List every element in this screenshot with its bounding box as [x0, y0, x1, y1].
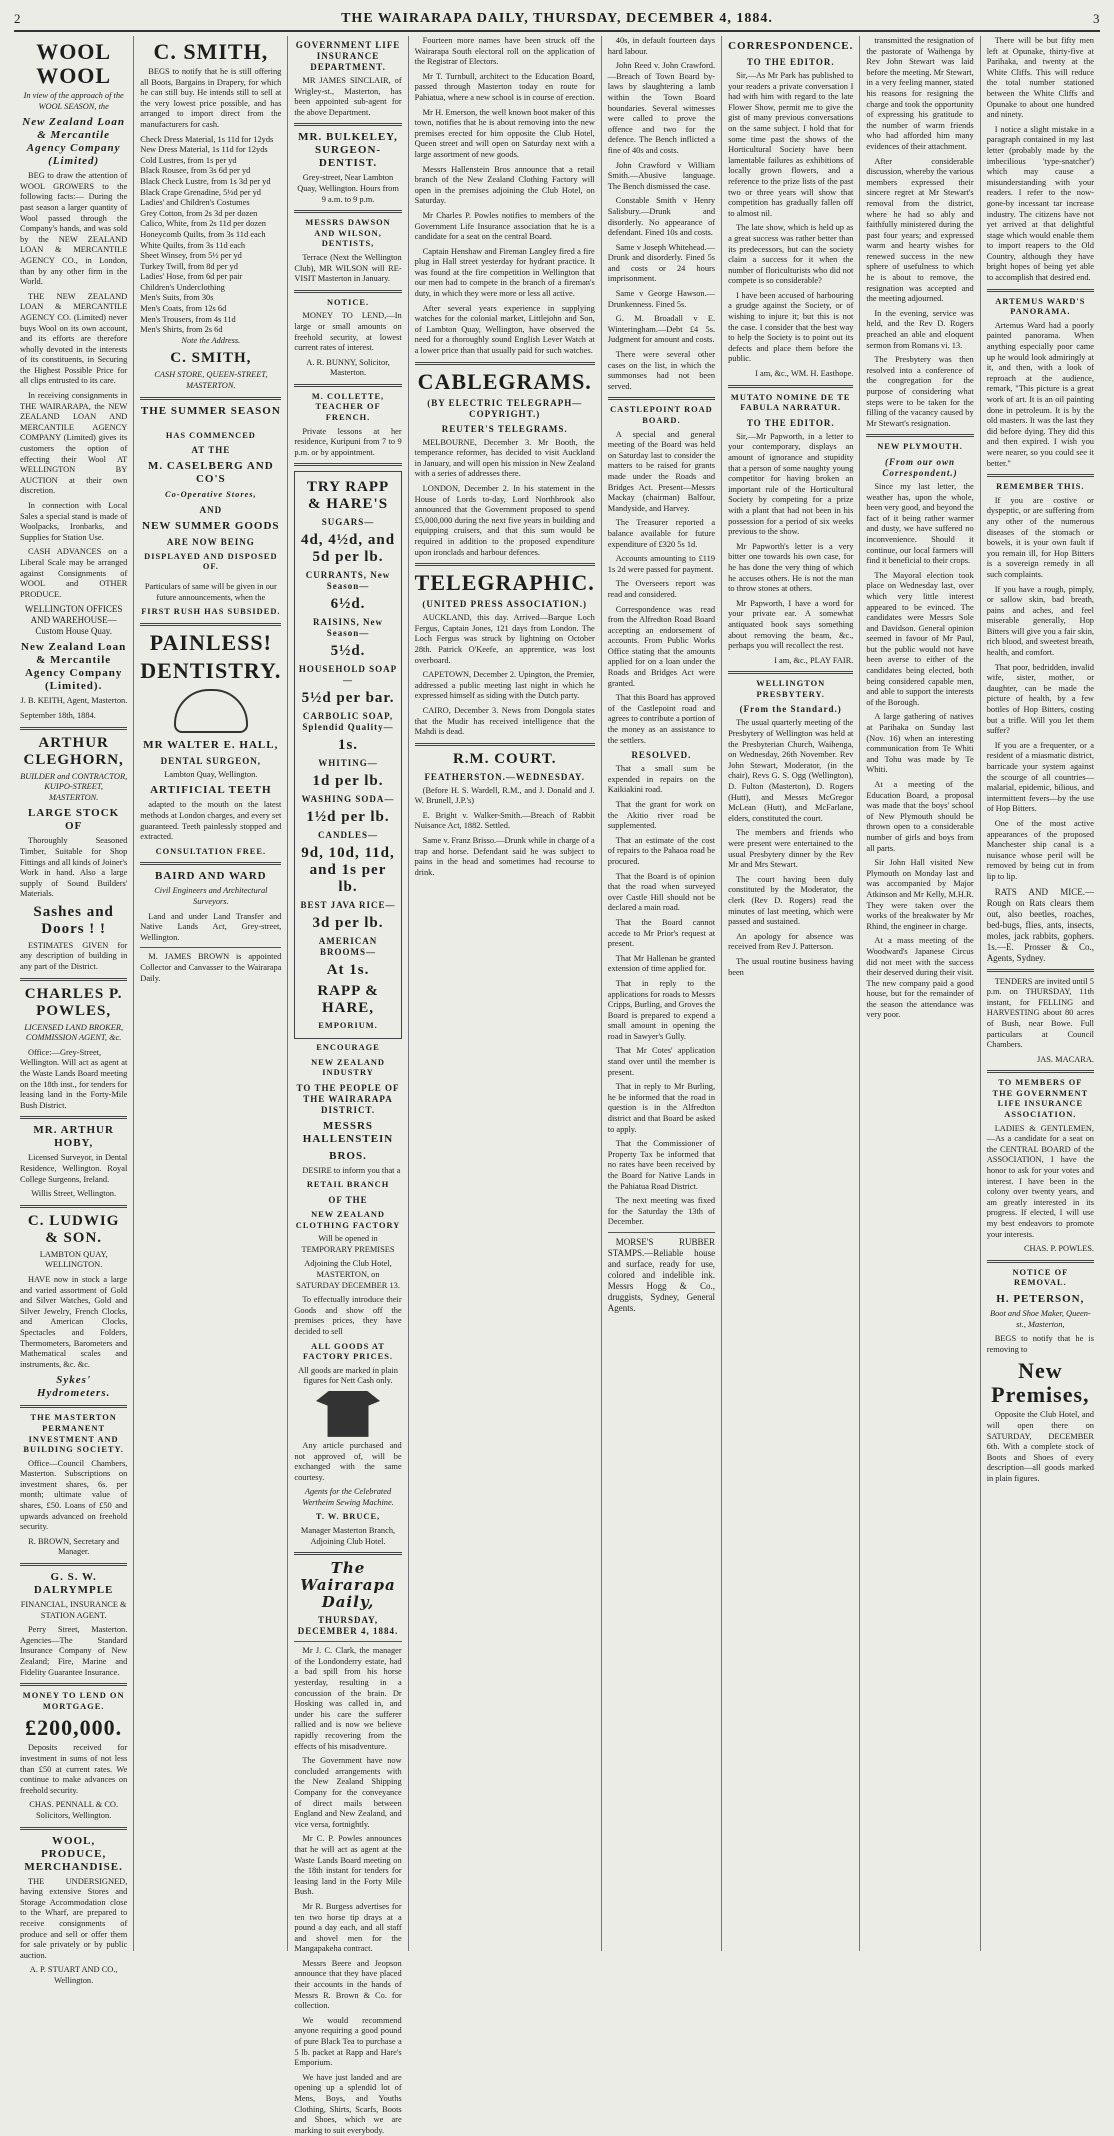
telegraphic-paragraph: CAPETOWN, December 2. Upington, the Premier, addressed a public meeting last night in which he expressed himself as siding with the Dutch party.: [414, 670, 595, 701]
price-item: [140, 230, 281, 241]
peterson-sub: Boot and Shoe Maker, Queen-st., Masterton,: [989, 1308, 1091, 1329]
rats-ad: RATS AND MICE.—Rough on Rats clears them out, also beetles, roaches, bed-bugs, flies, ants, insects, moles, jack rabbits, gophers. 1s.—E. Prosser & Co., Agents, Sydney.: [986, 886, 1094, 963]
teeth-title: ARTIFICIAL TEETH: [150, 784, 272, 797]
presbytery-paragraph: transmitted the resignation of the pastorate of Waihenga by Rev John Stewart was laid before the meeting. Mr Stewart, in a very feeling manner, stated his reasons for resigning the charge and took the opportunity of expressing his gratitude to the number of warm friends who had afforded him many evidences of their attachment.: [866, 36, 974, 151]
price-item: [140, 272, 281, 283]
baird-sub: Civil Engineers and Architectural Surveyors.: [154, 886, 268, 906]
np-paragraph: At a mass meeting of the Woodward's Japanese Circus did not meet with the success their deserved during their visit. The new company paid a good house, but for the remainder of the season the attendance was very poor.: [866, 936, 974, 1020]
resolution: That in reply to Mr Burling, he be informed that the road in question is in the Alfredton district and that Board be asked to apply.: [607, 1082, 716, 1134]
court-paragraph: 40s, in default fourteen days hard labour.: [607, 36, 716, 56]
rapp-hare-ad: [294, 471, 401, 1039]
price-item-label: Calico, White, from 2s 11d per dozen: [140, 219, 266, 229]
court-paragraph: There were several other cases on the list, in which the summonses had not been served.: [607, 350, 716, 391]
column-4: [409, 36, 602, 1951]
hallenstein: MESSRS HALLENSTEIN: [302, 1119, 394, 1145]
castlepoint-paragraph: That this Board has approved of the Castlepoint road and agrees to contribute a portion of the money as an assistance to the settlers.: [607, 693, 716, 745]
of-the: OF THE: [328, 1195, 368, 1205]
price-item-label: Black Check Lustre, from 1s 3d per yd: [140, 176, 271, 186]
price-item: [140, 304, 281, 315]
produce-paragraph: THE UNDERSIGNED, having extensive Stores and Storage Accommodation close to the Wharf, are prepared to receive consignments of produce and sell or offer them for sale privately or by public auction.: [20, 1876, 128, 1960]
price-item-label: Men's Trousers, from 4s 11d: [140, 314, 236, 324]
baird-paragraph: Land and under Land Transfer and Native Lands Act, Grey-street, Wellington.: [140, 911, 282, 942]
powles-paragraph: Office:—Grey-Street, Wellington. Will act as agent at the Waste Lands Board meeting on the 18th inst., for tenders for leasing land in the Forty-Mile Bush District.: [20, 1047, 128, 1110]
caselberg-title: M. CASELBERG AND CO'S: [147, 460, 274, 486]
item-price: At 1s.: [326, 962, 370, 979]
telegraphic-sub: (UNITED PRESS ASSOCIATION.): [422, 599, 588, 610]
rm-paragraph: (Before H. S. Wardell, R.M., and J. Donald and J. W. Brunell, J.P.'s): [414, 785, 595, 806]
stamps-ad: MORSE'S RUBBER STAMPS.—Reliable house and surface, ready for use, colored and indelible ink. Messrs Hogg & Co., druggists, Sydney, General Agents.: [607, 1236, 716, 1313]
price-list: [140, 135, 281, 336]
company-name: New Zealand Loan & Mercantile Agency Company (Limited): [22, 116, 126, 168]
dawson-paragraph: Terrace (Next the Wellington Club), MR WILSON will RE-VISIT Masterton in January.: [294, 252, 402, 284]
price-item: [140, 198, 281, 209]
new-goods: NEW SUMMER GOODS: [142, 519, 280, 532]
gli-paragraph: MR JAMES SINCLAIR, of Wrigley-st., Masterton, has been appointed sub-agent for the above Department.: [294, 76, 402, 117]
cable-paragraph: LONDON, December 2. In his statement in the House of Lords to-day, Lord Northbrook also announced that the Government proposed to spend £5,000,000 during the next five years in building and equipping cruisers, and that this sum would be required in addition to the proposed expenditure upon ironclads and harbour defences.: [414, 484, 595, 557]
price-item-label: Check Dress Material, 1s 11d for 12yds: [140, 134, 274, 144]
price-item-label: Men's Shirts, from 2s 6d: [140, 325, 223, 335]
column-6: [722, 36, 860, 1951]
castlepoint-paragraph: Accounts amounting to £119 1s 2d were passed for payment.: [607, 554, 716, 574]
members-title: TO MEMBERS OF THE GOVERNMENT LIFE INSURANCE ASSOCIATION.: [992, 1078, 1089, 1120]
consultation: CONSULTATION FREE.: [155, 846, 267, 856]
price-item-label: Grey Cotton, from 2s 3d per dozen: [140, 208, 258, 218]
presbytery-paragraph: After considerable discussion, whereby the various members expressed their sincere regret at Mr Stewart's removal from the district, where he had so ably and faithfully ministered during the past four years; and expressed warm and hearty wishes for renewed success in the new sphere of usefulness to which he is about to remove, the resignation was accepted and the meeting adjourned.: [866, 156, 974, 304]
item-label: WHITING—: [318, 758, 378, 769]
telegraphic-paragraph: CAIRO, December 3. News from Dongola states that the Mudir has received intelligence that the Mahdi is dead.: [414, 705, 595, 737]
particulars: Particulars of same will be given in our future announcements, when the: [144, 582, 277, 602]
telegraphic-title: TELEGRAPHIC.: [414, 570, 595, 596]
wool-paragraph: In receiving consignments in THE WAIRARAPA, the NEW ZEALAND LOAN AND MERCANTILE AGENCY COMPANY (Limited) gives its customers the option of effecting their Wool AT WELLINGTON BY AUCTION at their own discretion.: [20, 391, 128, 496]
hoby-address: Willis Street, Wellington.: [31, 1189, 117, 1199]
resolution: That a small sum be expended in repairs on the Kaikiakini road.: [607, 764, 716, 795]
desire: DESIRE to inform you that a: [302, 1165, 401, 1175]
mutato-title: MUTATO NOMINE DE TE FABULA NARRATUR.: [730, 392, 851, 413]
money-title: MONEY TO LEND ON MORTGAGE.: [22, 1691, 125, 1711]
page-number-left: 2: [14, 11, 21, 26]
wool-intro: In view of the approach of the WOOL SEASON, the: [23, 91, 124, 111]
page-number-right: 3: [1092, 11, 1100, 26]
resolution: That an estimate of the cost of repairs to the Pahaoa road be procured.: [607, 835, 716, 866]
tooth-icon: [174, 689, 248, 733]
price-item-label: Men's Suits, from 30s: [140, 293, 214, 303]
collette-title: M. COLLETTE, TEACHER OF FRENCH.: [311, 391, 385, 423]
lead-paragraph: We have just landed and are opening up a splendid lot of Mens, Boys, and Youths Clothing, Shirts, Scarfs, Boots and Shoes, which we are marking to suit everybody.: [294, 2072, 402, 2135]
np-paragraph: At a meeting of the Education Board, a proposal was made that the boys' school of New Plymouth should be thrown open to a considerable number of girls and boys from all parts.: [866, 780, 974, 853]
hall-sub: DENTAL SURGEON,: [160, 755, 262, 766]
price-item: [140, 315, 281, 326]
cable-paragraph: MELBOURNE, December 3. Mr Booth, the temperance reformer, has decided to visit Auckland in January, and will open his mission in New Zealand with a series of addresses there.: [414, 437, 595, 479]
wool-paragraph: In connection with Local Sales a special stand is made of Woolpacks, Ironbarks, and Supplies for Station Use.: [20, 501, 128, 542]
money-amount: £200,000.: [25, 1715, 123, 1741]
column-5: [602, 36, 722, 1951]
letter-paragraph: Mr Papworth's letter is a very bitter one towards his own case, for he has done the very thing of which he accuses others. He is not the man to throw stones at others.: [728, 541, 854, 594]
tender-paragraph: TENDERS are invited until 5 p.m. on THURSDAY, 11th instant, for FELLING and HARVESTING about 80 acres of Bush, near Bowe. Full particulars at Council Chambers.: [986, 976, 1094, 1050]
presbytery-paragraph: In the evening, service was held, and the Rev D. Rogers preached an able and eloquent sermon from Romans vi. 13.: [866, 308, 974, 350]
msociety-title: THE MASTERTON PERMANENT INVESTMENT AND BUILDING SOCIETY.: [23, 1413, 124, 1455]
letter-paragraph: The late show, which is held up as a great success was rather better than its predecessors, but can the society claim a success for it when the number of floriculturists who did not compete is so considerable?: [728, 223, 854, 286]
price-item: [140, 166, 281, 177]
wool-paragraph: THE NEW ZEALAND LOAN & MERCANTILE AGENCY CO. (Limited) never buys Wool on its own account, and its efforts are therefore wholly devoted in the interests of its constituents, in Securing the Highest Possible Price for all clips entrusted to its care.: [20, 291, 128, 386]
ludwig-title: C. LUDWIG & SON.: [27, 1212, 120, 1246]
lead-paragraph: Mr C. P. Powles announces that he will act as agent at the Waste Lands Board meeting on the 18th instant for tenders for leasing land in the Forty Mile Bush.: [294, 1834, 402, 1897]
price-item-label: Black Crape Grenadine, 5½d per yd: [140, 187, 261, 197]
remember-paragraph: That poor, bedridden, invalid wife, sister, mother, or daughter, can be made the picture of health, by a few bottles of Hop Bitters, costing but a trifle. Will you let them suffer?: [986, 662, 1094, 736]
news-paragraph: Messrs Hallenstein Bros announce that a retail branch of the New Zealand Clothing Factory will open in the premises adjoining the Club Hotel, on Saturday.: [414, 164, 595, 206]
season-title: THE SUMMER SEASON: [140, 404, 281, 417]
remember-paragraph: One of the most active appearances of the proposed Manchester ship canal is a nuisance whose peril will be removed by being cut in from lip to lip.: [986, 818, 1094, 881]
resolution: That the grant for work on the Akitio river road be supplemented.: [607, 800, 716, 831]
price-item-label: Sheet Winsey, from 5½ per yd: [140, 251, 242, 261]
money-paragraph: Deposits received for investment in sums of not less than £50 at current rates. We continue to make advances on freehold security.: [20, 1743, 128, 1795]
letter-paragraph: I have been accused of harbouring a grudge against the Society, or of wishing to injure it; but this is not the case. I consider that the best way to help the Society is to point out its defects and place them before the public.: [728, 290, 854, 364]
masthead: [14, 8, 1100, 32]
presbytery-paragraph: The Presbytery was then resolved into a conference of the congregation for the purpose of considering what steps were to be taken for the filling of the vacancy caused by Mr Stewart's resignation.: [866, 355, 974, 428]
artemus-title: ARTEMUS WARD'S PANORAMA.: [995, 296, 1086, 317]
lead-paragraph: Messrs Beere and Jeopson announce that they have placed their accounts in the hands of Messrs R. Brown & Co. for collection.: [294, 1958, 402, 2011]
bros: BROS.: [329, 1149, 367, 1162]
reuters: REUTER'S TELEGRAMS.: [441, 423, 568, 434]
agents: Agents for the Celebrated Wertheim Sewing Machine.: [302, 1487, 394, 1507]
now-being: ARE NOW BEING: [166, 536, 255, 547]
hall-address: Lambton Quay, Wellington.: [164, 769, 258, 779]
emporium: EMPORIUM.: [318, 1021, 378, 1031]
item-price: 5½d.: [330, 643, 366, 660]
premises-paragraph: Opposite the Club Hotel, and will open there on SATURDAY, DECEMBER 6th. With a complete stock of Boots and Shoes of every description—all goods marked in plain figures.: [986, 1410, 1094, 1483]
stock-paragraph: Thoroughly Seasoned Timber, Suitable for Shop Fittings and all kinds of Joiner's Work in hand. Also a large supply of Sound Builders' Materials.: [20, 836, 128, 899]
remember-paragraph: If you are a frequenter, or a resident of a miasmatic district, barricade your system against the scourge of all countries—malarial, epidemic, bilious, and intermittent fevers—by the use of Hop Bitters.: [986, 740, 1094, 814]
presbytery-paragraph: An apology for absence was received from Rev J. Patterson.: [728, 931, 854, 952]
presbytery-paragraph: The usual routine business having been: [728, 956, 854, 977]
powles-sub: LICENSED LAND BROKER, COMMISSION AGENT, &c.: [24, 1022, 124, 1043]
item-price: 3d per lb.: [312, 915, 384, 932]
presbytery-paragraph: The usual quarterly meeting of the Presbytery of Wellington was held at the Presbyterian Church, Waihenga, on Wednesday, 26th November. Rev John Stewart, Moderator, (in the chair), Revs G. S. Ogg (Wellington), D. Fulton (Masterton), D. Rogers (Hutt), and Messrs McGregor McLean (Hutt), and McFarlane, elders, constituted the court.: [728, 718, 854, 823]
industry: NEW ZEALAND INDUSTRY: [311, 1057, 385, 1078]
price-item: [140, 262, 281, 273]
letter-paragraph: Sir,—Mr Papworth, in a letter to your contemporary, displays an amount of ignorance and stupidity that a person of some naughty young competitor for having broken an important rule of the Horticultural Society by competing for a prize with a plant that had not been in his possession for a period of six weeks previous to the show.: [728, 431, 854, 537]
np-paragraph: I notice a slight mistake in a paragraph contained in my last letter (probably made by the imbecilious 'type-snatcher') which may cause a misunderstanding with your readers. I refer to the now-gone-by incessant tar increase industry. The citizens have not yet arrived at that delightful stage which would enable them to import reapers to the Old Country, although they have bright hopes of being yet able to accomplish that desired end.: [986, 124, 1094, 283]
sashes-title: Sashes and Doors ! !: [33, 903, 114, 937]
court-paragraph: John Reed v. John Crawford.—Breach of Town Board by-laws by slaughtering a lamb within the Town Board boundaries. Several witnesses were called to prove the offence and two for the defence. The Bench inflicted a fine of 40s and costs.: [607, 61, 716, 155]
premises-title: New Premises,: [991, 1358, 1090, 1408]
produce-signature: A. P. STUART AND CO., Wellington.: [29, 1965, 118, 1985]
castlepoint-paragraph: Correspondence was read from the Alfredton Road Board accepting an endorsement of accounts. From Public Works Office stating that the amounts applied for on a loan under the Roads and Bridges Act were granted.: [607, 604, 716, 688]
news-paragraph: Mr T. Turnbull, architect to the Education Board, passed through Masterton today en route for Pahiatua, where a new school is in course of erection.: [414, 71, 595, 102]
tender-signature: JAS. MACARA.: [1036, 1054, 1094, 1064]
columns: [14, 36, 1100, 2135]
item-price: 1s.: [337, 737, 359, 754]
price-item-label: Children's Underclothing: [140, 282, 225, 292]
dentistry-title: DENTISTRY.: [140, 657, 282, 683]
produce-title: WOOL, PRODUCE, MERCHANDISE.: [24, 1834, 123, 1873]
column-1: [14, 36, 134, 1985]
displayed: DISPLAYED AND DISPOSED OF.: [144, 551, 278, 572]
price-item-label: Turkey Twill, from 8d per yd: [140, 261, 238, 271]
price-item-label: Men's Coats, from 12s 6d: [140, 304, 227, 314]
letter-paragraph: Mr Papworth, I have a word for your private ear. A somewhat antiquated book says something about removing the beam, &c., perhaps you will recollect the rest.: [728, 598, 854, 651]
artemus-paragraph: Artemus Ward had a poorly painted panorama. When anything especially poor came up he would look admiringly at it, and then, with a look of reproach at the audience, remark, "This picture is a great work of art. It is an oil painting done in petroleum. It is by the old masters. It was the last they did before dying. They did this and then expired. I wish you were nearer, so you could see it better.": [986, 320, 1094, 468]
introduce: To effectually introduce their Goods and show off the premises prices, they have decided to sell: [294, 1295, 402, 1336]
court-paragraph: John Crawford v William Smith.—Abusive language. The Bench dismissed the case.: [607, 160, 716, 191]
estimates: ESTIMATES GIVEN for any description of building in any part of the District.: [20, 940, 128, 972]
price-item: [140, 283, 281, 294]
new-plymouth-title: NEW PLYMOUTH.: [877, 442, 963, 452]
item-label: RAISINS, New Season—: [313, 617, 384, 639]
item-price: 6½d.: [330, 596, 366, 613]
item-label: HOUSEHOLD SOAP—: [298, 664, 398, 686]
price-item: [140, 188, 281, 199]
masthead-title: THE WAIRARAPA DAILY, THURSDAY, DECEMBER 4, 1884.: [341, 11, 773, 26]
castlepoint-title: CASTLEPOINT ROAD BOARD.: [610, 405, 713, 425]
letter-signature: I am, &c., PLAY FAIR.: [774, 655, 854, 665]
marked: All goods are marked in plain figures for Nett Cash only.: [298, 1365, 398, 1386]
cablegrams-sub: (BY ELECTRIC TELEGRAPH—COPYRIGHT.): [427, 397, 583, 419]
letter-signature: I am, &c., WM. H. Easthope.: [755, 369, 854, 379]
resolved-title: RESOLVED.: [631, 750, 692, 761]
collette-paragraph: Private lessons at her residence, Kuripuni from 7 to 9 p.m. or by appointment.: [294, 426, 402, 457]
price-item-label: White Quilts, from 3s 11d each: [140, 240, 246, 250]
ladies-signature: CHAS. P. POWLES.: [1023, 1244, 1094, 1254]
price-item-label: New Dress Material, 1s 11d for 12yds: [140, 145, 268, 155]
price-item: [140, 325, 281, 336]
presbytery-title: WELLINGTON PRESBYTERY.: [756, 679, 826, 699]
ludwig-paragraph: HAVE now in stock a large and varied assortment of Gold and Silver Watches, Gold and Silver Jewelry, French Clocks, and American Clocks, Spectacles and Folders, Thermometers, Barometers and Mathematical scales and instruments, &c. &c.: [20, 1274, 128, 1369]
retail: RETAIL BRANCH: [306, 1180, 390, 1190]
item-price: 5½d per bar.: [301, 690, 395, 707]
gli-title: GOVERNMENT LIFE INSURANCE DEPARTMENT.: [295, 40, 401, 72]
teeth-paragraph: adapted to the mouth on the latest methods at London charges, and every set guaranteed. Teeth painlessly stopped and extracted.: [140, 800, 282, 842]
date: September 18th, 1884.: [20, 710, 96, 720]
correspondence-title: CORRESPONDENCE.: [728, 40, 854, 52]
smith-title: C. SMITH,: [153, 39, 269, 64]
castlepoint-paragraph: A special and general meeting of the Board was held on Saturday last to consider the matters to be raised for grants made under the Roads and Bridges Act. Present—Messrs Mackay (chairman) Balfour, Mandyside, and Harvey.: [607, 429, 716, 513]
item-label: WASHING SODA—: [301, 794, 395, 805]
lead-paragraph: Mr R. Burgess advertises for ten two horse tip drays at a pound a day each, and all staff and shovel men for the Mangapakeha contract.: [294, 1901, 402, 1954]
column-3: [288, 36, 408, 2135]
notice-paragraph: MONEY TO LEND,—In large or small amounts on freehold security, at lowest current rates of interest.: [294, 311, 402, 353]
price-item: [140, 219, 281, 230]
court-paragraph: Constable Smith v Henry Salisbury.—Drunk and disorderly. No appearance of defendant. Fined 10s and costs.: [607, 196, 716, 238]
court-paragraph: Same v Joseph Whitehead.—Drunk and disorderly. Fined 5s and costs or 24 hours imprisonment.: [607, 242, 716, 284]
smith-note: Note the Address.: [181, 335, 241, 345]
court-paragraph: Same v George Hawson.—Drunkenness. Fined 5s.: [607, 289, 716, 309]
shirt-icon: [316, 1391, 380, 1437]
price-item-label: Cold Lustres, from 1s per yd: [140, 155, 237, 165]
presbytery-sub: (From the Standard.): [739, 704, 842, 715]
paper-date: THURSDAY, DECEMBER 4, 1884.: [297, 1615, 399, 1637]
telegraphic-paragraph: AUCKLAND, this day. Arrived—Barque Loch Fergus, Captain Jones, 121 days from London. The Loch Fergus was struck by lightning on October 28th. Patrick O'Keefe, an apprentice, was lost overboard.: [414, 613, 595, 665]
caselberg-sub: Co-Operative Stores,: [165, 490, 257, 500]
notice-title: NOTICE.: [326, 297, 370, 307]
ladies-paragraph: LADIES & GENTLEMEN,—As a candidate for a seat on the CENTRAL BOARD of the ASSOCIATION, I have the honor to ask for your votes and interest. I have been in the colony over twenty years, and am greatly interested in its progress. If elected, I will use my best endeavors to promote your interests.: [986, 1123, 1094, 1239]
dawson-title: MESSRS DAWSON AND WILSON, DENTISTS,: [305, 218, 391, 249]
column-2: [134, 36, 288, 1951]
item-price: 1d per lb.: [312, 773, 384, 790]
news-paragraph: Mr H. Emerson, the well known boot maker of this town, notifies that he is about removing into the new premises erected for him opposite the Club Hotel, Queen street and will open on Saturday next with a large assortment of new goods.: [414, 107, 595, 159]
resolution: That the Commissioner of Property Tax be informed that no rates have been received by the Board for Native Lands in the Pahiatua Road District.: [607, 1139, 716, 1191]
lead-paragraph: The Government have now concluded arrangements with the New Zealand Shipping Company for the conveyance of direct mails between England and New Zealand, and vice versa, fortnightly.: [294, 1756, 402, 1829]
castlepoint-paragraph: The Overseers report was read and considered.: [607, 579, 716, 599]
smith-address: CASH STORE, QUEEN-STREET, MASTERTON.: [154, 370, 268, 391]
smith-paragraph: BEGS to notify that he is still offering all Boots, Bargains in Drapery, for which he can still buy. He intends still to sell at the very lowest price possible, and has arranged to import direct from the manufacturers for cash.: [140, 67, 282, 129]
encourage: ENCOURAGE: [316, 1043, 380, 1053]
new-plymouth-sub: (From our own Correspondent.): [882, 456, 958, 478]
price-item: [140, 293, 281, 304]
column-7: [860, 36, 980, 1951]
industry-sub: TO THE PEOPLE OF THE WAIRARAPA DISTRICT.: [296, 1082, 400, 1115]
price-item: [140, 135, 281, 146]
price-item: [140, 209, 281, 220]
bruce-sub: Manager Masterton Branch, Adjoining Club Hotel.: [300, 1526, 396, 1546]
price-item: [140, 241, 281, 252]
agent: J. B. KEITH, Agent, Masterton.: [20, 696, 128, 706]
remember-paragraph: If you have a rough, pimply, or sallow skin, bad breath, pains and aches, and feel miserable generally, Hop Bitters will give you a fair skin, rich blood, and sweetest breath, health, and comfort.: [986, 584, 1094, 658]
wool-paragraph: CASH ADVANCES on a Liberal Scale may be arranged against Consignments of WOOL and OTHER PRODUCE.: [20, 547, 128, 599]
removal-title: NOTICE OF REMOVAL.: [1012, 1267, 1069, 1288]
nzclothing: NEW ZEALAND CLOTHING FACTORY: [295, 1210, 401, 1230]
rapp-signature: RAPP & HARE,: [317, 983, 379, 1017]
cleghorn-title: ARTHUR CLEGHORN,: [23, 734, 124, 768]
dalrymple-paragraph: Perry Street, Masterton. Agencies—The Standard Insurance Company of New Zealand; Fire, Marine and Fidelity Guarantee Insurance.: [20, 1625, 128, 1677]
item-label: CURRANTS, New Season—: [305, 570, 391, 592]
company-name-2: New Zealand Loan & Mercantile Agency Company (Limited).: [21, 641, 127, 693]
hoby-paragraph: Licensed Surveyor, in Dental Residence, Wellington. Royal College Surgeons, Ireland.: [20, 1153, 128, 1184]
letter-paragraph: Sir,—As Mr Park has published to your readers a private conversation I had with him with regard to the late Flower Show, permit me to give the gist of many previous conversations on the same subject. I hold that for some time past the shows of the Horticultural Society have been lamentable failures as exhibitions of locally grown flowers, and a reference to the prize lists of the past two or three years will show that competition has gradually fallen off to almost nil.: [728, 71, 854, 218]
resolution: That in reply to the applications for roads to Messrs Cripps, Burling, and Groves the Board is prepared to expend a small amount in opening the road in Sawyer's Gully.: [607, 978, 716, 1041]
stock-title: LARGE STOCK OF: [28, 807, 120, 833]
bulkeley-title: MR. BULKELEY, SURGEON-DENTIST.: [298, 131, 398, 170]
item-label: CANDLES—: [318, 830, 379, 841]
remember-paragraph: If you are costive or dyspeptic, or are suffering from any other of the numerous diseases of the stomach or bowels, it is your own fault if you remain ill, for Hop Bitters is a sovereign remedy in all such complaints.: [986, 495, 1094, 579]
price-item-label: Honeycomb Quilts, from 3s 11d each: [140, 229, 266, 239]
presbytery-paragraph: The court having been duly constituted by the Moderator, the clerk (Rev D. Rogers) read the minutes of last meeting, which were passed and sustained.: [728, 874, 854, 927]
season-sub: HAS COMMENCED: [165, 430, 256, 440]
sykes: Sykes' Hydrometers.: [36, 1374, 111, 1400]
msociety-paragraph: Office—Council Chambers, Masterton. Subscriptions on investment shares, 6s. per month; ultimate value of shares, £50. Loans of £50 and upwards advanced on freehold security.: [20, 1458, 128, 1532]
news-paragraph: Mr Charles P. Powles notifies to members of the Government Life Insurance association that he is a candidate for a seat on the central Board.: [414, 210, 595, 242]
news-paragraph: Captain Henshaw and Fireman Langley fired a fire plug in Hall street yesterday for hydrant practice. It was found at the fire competition in Wellington that our men had to compete in the branch of a fireman's duty, in which they were more or less all active.: [414, 246, 595, 299]
item-label: BEST JAVA RICE—: [300, 900, 396, 911]
msociety-signature: R. BROWN, Secretary and Manager.: [28, 1536, 120, 1557]
lead-paragraph: Mr J. C. Clark, the manager of the Londonderry estate, had a bad spill from his horse yesterday, resulting in a concussion of the brain. Dr Hosking was called in, and under his care the sufferer rallied and is now we believe rapidly recovering from the effects of his misadventure.: [294, 1646, 402, 1751]
and-word: AND: [199, 504, 223, 515]
first-rush: FIRST RUSH HAS SUBSIDED.: [141, 607, 281, 617]
peterson-title: H. PETERSON,: [996, 1292, 1085, 1305]
resolution: That Mr Hallenan be granted extension of time applied for.: [607, 953, 716, 974]
np-paragraph: Sir John Hall visited New Plymouth on Monday last and was accompanied by Major Atkinson and Mr Kelly, M.H.R. They were taken over the works of the breakwater by Mr Rhind, the engineer in charge.: [866, 858, 974, 931]
rm-paragraph: Same v. Franz Brisso.—Drunk while in charge of a trap and horse. Defendant said he was subject to pains in the head and sometimes had recourse to drink.: [414, 836, 595, 877]
bulkeley-paragraph: Grey-street, Near Lambton Quay, Wellington. Hours from 9 a.m. to 9 p.m.: [297, 173, 399, 204]
price-item: [140, 145, 281, 156]
lead-paragraph: We would recommend anyone requiring a good pound of pure Black Tea to purchase a 5 lb. packet at Rapp and Hare's Emporium.: [294, 2015, 402, 2068]
hall-name: MR WALTER E. HALL,: [143, 738, 279, 751]
wool-paragraph: BEG to draw the attention of WOOL GROWERS to the following facts:— During the past season a larger quantity of Wool passed through the Company's hands, and was sold by the NEW ZEALAND LOAN & MERCANTILE AGENCY CO., in London, than by any other firm in the World.: [20, 171, 128, 287]
news-paragraph: After several years experience in supplying watches for the colonial market, Littlejohn and Son, of Lambton Quay, Wellington, have observed the need for a thoroughly sound English Lever Watch at a lower price than that usually paid for such watches.: [414, 303, 595, 356]
painless-title: PAINLESS!: [149, 629, 272, 655]
np-paragraph: A large gathering of natives at Parihaka on Sunday last (Nov. 16) when an interesting communication from Te Whiti and Tohu was made by Te Whiti.: [866, 712, 974, 775]
baird-title: BAIRD AND WARD: [155, 870, 267, 883]
castlepoint-paragraph: The Treasurer reported a balance available for future expenditure of £320 5s 1d.: [607, 518, 716, 549]
item-price: 9d, 10d, 11d, and 1s per lb.: [301, 845, 395, 896]
presbytery-paragraph: The members and friends who were present were entertained to the usual Presbytery dinner by the Rev Mr and Mrs Stewart.: [728, 828, 854, 870]
rm-court-title: R.M. COURT.: [452, 750, 557, 767]
resolution: That Mr Cotes' application stand over until the member is present.: [607, 1046, 716, 1077]
price-item-label: Black Rousee, from 3s 6d per yd: [140, 166, 251, 176]
np-paragraph: The Mayoral election took place on Wednesday last, over which very little interest appeared to be evinced. The candidates were Messrs Sole and Davidson. General opinion seemed in favour of Mr Paul, but the public would not have been averse to either of the candidates being elected, both being considered capable men, and able to support the interests of the Borough.: [866, 570, 974, 707]
news-paragraph: Fourteen more names have been struck off the Wairarapa South electoral roll on the application of the Registrar of Electors.: [414, 36, 595, 67]
hall-para: Any article purchased and not approved of, will be exchanged with the same courtesy.: [294, 1440, 402, 1482]
rm-paragraph: E. Bright v. Walker-Smith.—Breach of Rabbit Nuisance Act, 1882. Settled.: [414, 810, 595, 831]
price-item-label: Ladies' Hose, from 6d per pair: [140, 272, 243, 282]
item-label: SUGARS—: [321, 517, 375, 528]
offices: WELLINGTON OFFICES AND WAREHOUSE— Custom House Quay.: [24, 604, 123, 637]
item-label: AMERICAN BROOMS—: [318, 936, 378, 958]
column-8: [981, 36, 1100, 1951]
mutato-sub: TO THE EDITOR.: [746, 417, 835, 428]
price-item: [140, 251, 281, 262]
price-item: [140, 177, 281, 188]
all-goods: ALL GOODS AT FACTORY PRICES.: [303, 1341, 393, 1362]
correspondence-sub: TO THE EDITOR.: [746, 57, 835, 67]
smith-signature: C. SMITH,: [170, 350, 252, 367]
item-price: 4d, 4½d, and 5d per lb.: [300, 532, 396, 566]
resolution: That the Board cannot accede to Mr Prior's request at present.: [607, 917, 716, 949]
dalrymple-sub: FINANCIAL, INSURANCE & STATION AGENT.: [20, 1600, 127, 1620]
brown-notice: M. JAMES BROWN is appointed Collector and Canvasser to the Wairarapa Daily.: [140, 952, 282, 983]
resolution: That the Board is of opinion that the road when surveyed over Castle Hill should not be declared a main road.: [607, 871, 716, 913]
rm-court-sub: FEATHERSTON.—WEDNESDAY.: [424, 771, 585, 782]
remember-title: REMEMBER THIS.: [996, 482, 1085, 492]
rapp-title: TRY RAPP & HARE'S: [306, 479, 390, 513]
cablegrams-title: CABLEGRAMS.: [417, 368, 592, 394]
resolution: The next meeting was fixed for the Saturday the 13th of December.: [607, 1196, 716, 1227]
paper-title: The Wairarapa Daily,: [300, 1559, 396, 1612]
season-at: AT THE: [191, 445, 231, 456]
hoby-title: MR. ARTHUR HOBY,: [33, 1124, 114, 1150]
item-price: 1½d per lb.: [306, 809, 390, 826]
opened: Will be opened in TEMPORARY PREMISES: [301, 1234, 395, 1254]
item-label: CARBOLIC SOAP, Splendid Quality—: [302, 711, 394, 733]
adjoining: Adjoining the Club Hotel, MASTERTON, on SATURDAY DECEMBER 13.: [296, 1259, 400, 1290]
money-signature: CHAS. PENNALL & CO. Solicitors, Wellington.: [29, 1800, 119, 1820]
np-paragraph: Since my last letter, the weather has, upon the whole, been very good, and beyond the fact of it being rather warmer and dusty, we have suffered no inconvenience. Should it continue, our local farmers will find it beneficial to their crops.: [866, 481, 974, 566]
bunny-signature: A. R. BUNNY, Solicitor, Masterton.: [306, 357, 390, 378]
cleghorn-sub: BUILDER and CONTRACTOR, KUIPO-STREET, MASTERTON.: [20, 771, 128, 802]
price-item-label: Ladies' and Children's Costumes: [140, 198, 250, 208]
np-paragraph: There will be but fifty men left at Opunake, thirty-five at Parihaka, and twenty at the White Cliffs. This will reduce the total number stationed between the White Cliffs and Opunake to about one hundred and ninety.: [986, 36, 1094, 120]
ludwig-address: LAMBTON QUAY, WELLINGTON.: [39, 1249, 108, 1270]
bruce: T. W. BRUCE,: [315, 1512, 381, 1522]
peterson-paragraph: BEGS to notify that he is removing to: [986, 1334, 1094, 1354]
powles-title: CHARLES P. POWLES,: [24, 985, 123, 1019]
wool-title: WOOL WOOL: [36, 39, 112, 88]
dalrymple-title: G. S. W. DALRYMPLE: [33, 1571, 114, 1597]
price-item: [140, 156, 281, 167]
court-paragraph: G. M. Broadall v E. Winteringham.—Debt £4 5s. Judgment for amount and costs.: [607, 314, 716, 345]
